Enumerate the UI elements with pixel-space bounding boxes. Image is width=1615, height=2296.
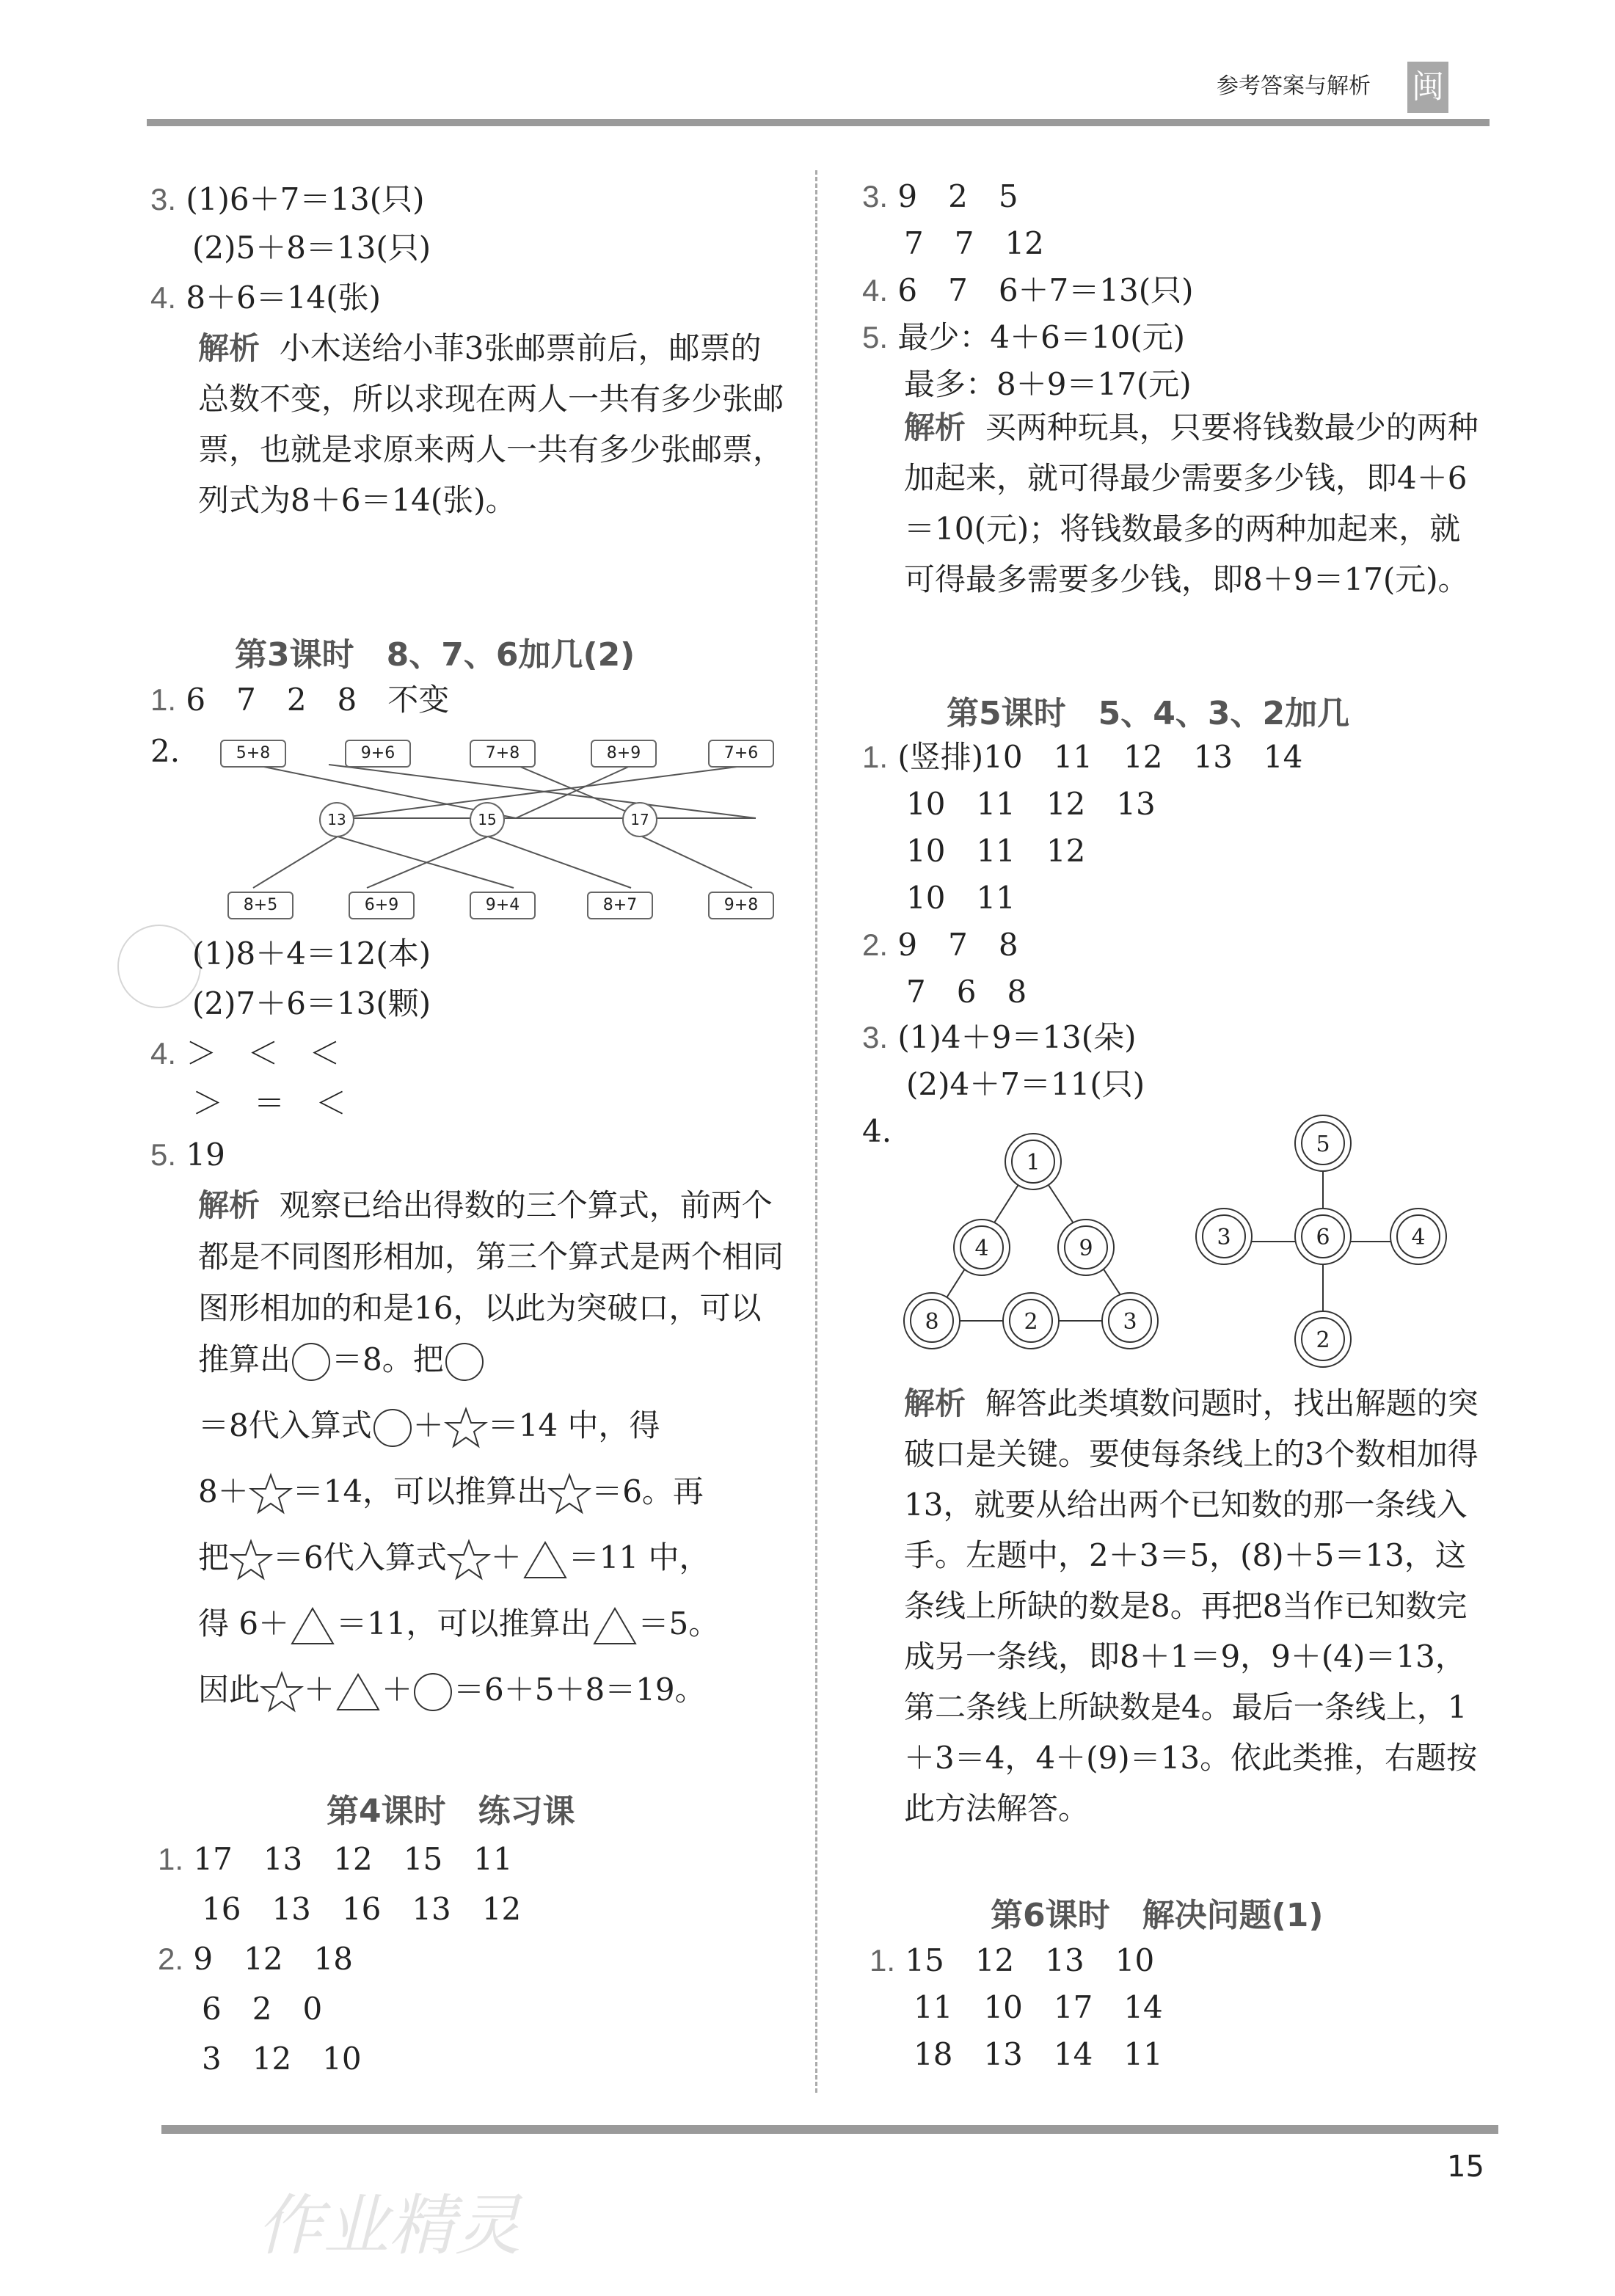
s5-q1 [862, 734, 1302, 781]
star-shape-icon [229, 1539, 273, 1581]
section-title: 第5课时 5、4、3、2加几 [947, 695, 1350, 732]
answer-line: 10 11 [906, 880, 1016, 916]
analysis-text: ＋ [382, 1672, 413, 1708]
question-number: 3. [150, 182, 177, 216]
s5-q2 [862, 922, 1018, 969]
s5-q3 [862, 1014, 1137, 1061]
left-q4 [150, 274, 381, 321]
analysis-text: ＝5。 [638, 1606, 720, 1641]
analysis-label: 解析 [904, 1385, 966, 1421]
bottom-card: 8+7 [587, 892, 653, 919]
answer-line: (1)6＋7＝13(只) [186, 181, 425, 217]
answer-line: 9 12 18 [193, 1941, 353, 1977]
star-shape-icon [249, 1473, 293, 1515]
question-number: 5. [862, 320, 889, 354]
s3-q1 [150, 677, 449, 724]
footer-rule [161, 2125, 1498, 2134]
sum-bubble: 15 [470, 802, 505, 837]
analysis-text: ＝11，可以推算出 [336, 1606, 591, 1641]
header-rule [147, 119, 1490, 126]
star-shape-icon [260, 1671, 304, 1713]
answer-line: ＞ ＜ ＜ [186, 1035, 340, 1071]
s4-q2 [158, 1936, 353, 1983]
section-title: 第3课时 8、7、6加几(2) [235, 636, 635, 674]
triangle-shape-icon [335, 1672, 382, 1713]
header-title: 参考答案与解析 [1217, 73, 1371, 99]
star-shape-icon [447, 1539, 491, 1581]
circle-shape-icon [412, 1672, 453, 1713]
answer-line: ＞ ＝ ＜ [192, 1085, 347, 1121]
page-number: 15 [1447, 2150, 1484, 2184]
circle-shape-icon [291, 1341, 332, 1382]
circle-shape-icon [372, 1407, 413, 1448]
answer-line: 11 10 17 14 [914, 1989, 1163, 2025]
analysis-text: 小木送给小菲3张邮票前后，邮票的总数不变，所以求现在两人一共有多少张邮票，也就是求原来两人一共有多少张邮票，列式为8＋6＝14(张)。 [198, 330, 784, 518]
number-puzzle-figures [895, 1108, 1482, 1380]
s3-q5 [150, 1131, 225, 1178]
analysis-text: ＝8。把 [332, 1341, 444, 1377]
answer-line: (竖排)10 11 12 13 14 [897, 739, 1303, 775]
watermark: 作业精灵 [257, 2187, 521, 2264]
answer-line: 3 12 10 [202, 2041, 362, 2077]
bottom-card: 9+4 [470, 892, 536, 919]
answer-line: 15 12 13 10 [905, 1942, 1155, 1978]
analysis-text: ＋ [412, 1407, 444, 1443]
analysis-text: ＋ [304, 1672, 335, 1708]
cross-node: 2 [1316, 1327, 1330, 1353]
answer-line: 最少：4＋6＝10(元) [897, 319, 1186, 355]
bottom-card: 8+5 [227, 892, 294, 919]
circle-shape-icon [444, 1341, 485, 1382]
question-number: 2. [150, 733, 181, 769]
answer-line: 6 7 6＋7＝13(只) [897, 272, 1194, 308]
analysis-text: 解答此类填数问题时，找出解题的突破口是关键。要使每条线上的3个数相加得13，就要从给出两个已知数的那一条线入手。左题中，2＋3＝5，(8)＋5＝13，这条线上所缺的数是8。再把8当作已知数完成另一条线，即8＋1＝9，9＋(4)＝13，第二条线上所缺数是4。最后一条线上，1＋3＝4，4＋(9)＝13。依此类推，右题按此方法解答。 [904, 1385, 1479, 1826]
cross-node: 3 [1217, 1225, 1231, 1250]
triangle-shape-icon [591, 1606, 638, 1647]
section-title: 第4课时 练习课 [327, 1793, 575, 1830]
cross-node: 4 [1411, 1225, 1426, 1250]
header-badge: 闽 [1407, 62, 1448, 113]
question-number: 1. [150, 682, 177, 717]
triangle-shape-icon [289, 1606, 336, 1647]
analysis-label: 解析 [198, 330, 260, 366]
answer-line: 6 2 0 [202, 1991, 323, 2027]
sum-bubble: 17 [622, 802, 657, 837]
analysis-block [904, 402, 1491, 605]
top-card: 8+9 [591, 740, 657, 768]
answer-line: 7 7 12 [904, 225, 1044, 261]
analysis-text: ＝14，可以推算出 [292, 1473, 548, 1509]
triangle-node: 4 [974, 1236, 989, 1261]
question-number: 1. [870, 1943, 896, 1978]
star-shape-icon [444, 1407, 488, 1449]
question-number: 3. [862, 1020, 889, 1054]
answer-line: 16 13 16 13 12 [202, 1891, 522, 1927]
analysis-text: 8＋ [198, 1473, 249, 1509]
triangle-node: 3 [1123, 1309, 1137, 1335]
triangle-node: 1 [1026, 1150, 1040, 1176]
analysis-block [904, 1378, 1491, 1834]
stamp-seal [117, 925, 201, 1008]
bottom-card: 9+8 [708, 892, 774, 919]
left-q3 [150, 176, 425, 223]
analysis-label: 解析 [904, 409, 966, 445]
triangle-node: 8 [925, 1309, 939, 1335]
analysis-text: 观察已给出得数的三个算式，前两个都是不同图形相加，第三个算式是两个相同图形相加的和是16，以此为突破口，可以推算出 [198, 1187, 784, 1377]
answer-line: (2)5＋8＝13(只) [192, 230, 431, 266]
question-number: 1. [158, 1842, 184, 1876]
answer-line: 最多：8＋9＝17(元) [904, 366, 1192, 402]
answer-line: (1)4＋9＝13(朵) [897, 1019, 1137, 1055]
right-q3 [862, 173, 1018, 220]
answer-line: 9 7 8 [897, 927, 1018, 963]
answer-line: 10 11 12 13 [906, 786, 1156, 822]
answer-line: (2)4＋7＝11(只) [906, 1066, 1145, 1102]
top-card: 5+8 [220, 740, 286, 768]
top-card: 9+6 [345, 740, 411, 768]
cross-node: 5 [1316, 1131, 1330, 1157]
analysis-label: 解析 [198, 1187, 260, 1223]
answer-line: 9 2 5 [897, 178, 1018, 214]
top-card: 7+6 [708, 740, 774, 768]
question-number: 4. [150, 1036, 177, 1071]
right-q4 [862, 267, 1194, 314]
answer-line: (2)7＋6＝13(颗) [192, 985, 431, 1021]
analysis-text: 得 6＋ [198, 1606, 290, 1641]
question-number: 4. [862, 273, 889, 307]
answer-line: 19 [186, 1137, 225, 1173]
answer-line: (1)8＋4＝12(本) [192, 936, 431, 972]
question-number: 3. [862, 179, 889, 214]
cross-node: 6 [1316, 1225, 1330, 1250]
answer-line: 10 11 12 [906, 833, 1086, 869]
answer-line: 17 13 12 15 11 [193, 1841, 513, 1877]
s4-q1 [158, 1836, 513, 1883]
analysis-text: ＝8代入算式 [198, 1407, 372, 1443]
answer-line: 18 13 14 11 [914, 2036, 1163, 2072]
question-number: 4. [150, 280, 177, 315]
question-number: 2. [158, 1942, 184, 1976]
question-number: 2. [862, 927, 889, 962]
analysis-text: 把 [198, 1539, 230, 1575]
question-number: 1. [862, 740, 889, 774]
analysis-text: ＋ [490, 1539, 522, 1575]
right-q5 [862, 314, 1185, 361]
triangle-shape-icon [522, 1539, 569, 1581]
analysis-text: 因此 [198, 1672, 260, 1708]
analysis-text: ＝6＋5＋8＝19。 [453, 1672, 706, 1708]
answer-line: 7 6 8 [906, 974, 1027, 1010]
s3-q4 [150, 1030, 340, 1077]
question-number: 5. [150, 1137, 177, 1172]
answer-line: 6 7 2 8 不变 [186, 682, 450, 718]
analysis-text: ＝6。再 [591, 1473, 704, 1509]
analysis-text: ＝14 中，得 [487, 1407, 660, 1443]
triangle-node: 9 [1079, 1236, 1093, 1261]
s6-q1 [870, 1937, 1154, 1984]
column-divider [815, 170, 817, 2093]
analysis-text: ＝11 中， [568, 1539, 710, 1575]
triangle-node: 2 [1024, 1309, 1038, 1335]
analysis-block [198, 323, 785, 525]
bottom-card: 6+9 [349, 892, 415, 919]
star-shape-icon [547, 1473, 591, 1515]
analysis-block [198, 1180, 785, 1716]
analysis-text: ＝6代入算式 [273, 1539, 447, 1575]
top-card: 7+8 [470, 740, 536, 768]
question-number: 4. [862, 1113, 892, 1149]
sum-bubble: 13 [319, 802, 354, 837]
answer-line: 8＋6＝14(张) [186, 280, 382, 316]
analysis-text: 买两种玩具，只要将钱数最少的两种加起来，就可得最少需要多少钱，即4＋6＝10(元)；将钱数最多的两种加起来，就可得最多需要多少钱，即8＋9＝17(元)。 [904, 409, 1479, 597]
section-title: 第6课时 解决问题(1) [991, 1897, 1324, 1934]
